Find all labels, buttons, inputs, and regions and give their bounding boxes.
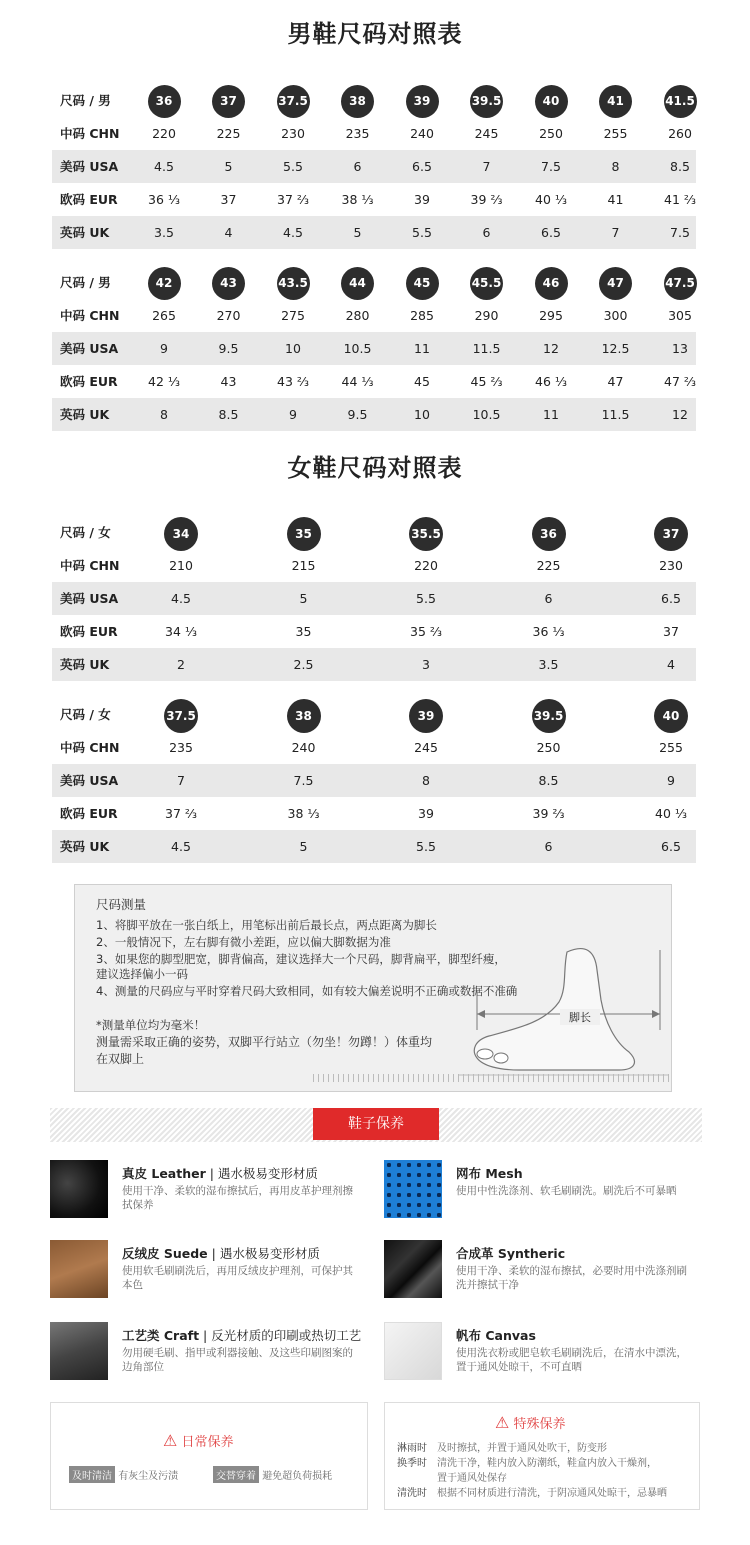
foot-length-label: 脚长 [560,1009,600,1025]
value-cell: 12.5 [601,341,630,356]
value-cell: 4 [667,657,675,672]
size-circle: 36 [532,517,566,551]
size-circle: 37.5 [164,699,198,733]
special-key: 清洗时 [397,1488,427,1499]
chn-row [52,117,696,150]
measure-line: 4、测量的尺码应与平时穿着尺码大致相同，如有较大偏差说明不正确或数据不准确 [96,984,518,998]
measure-line: 3、如果您的脚型肥宽，脚背偏高，建议选择大一个尺码，脚背扁平，脚型纤瘦， [96,952,506,966]
value-cell: 41 ⅔ [664,192,696,207]
value-cell: 34 ⅓ [165,624,197,639]
men-size-table-1 [52,84,696,249]
value-cell: 45 ⅔ [470,374,503,389]
size-cell [455,267,519,300]
value-cell: 5 [224,159,233,174]
size-cell [365,517,487,551]
value-cell: 5.5 [283,159,303,174]
special-care-row [397,1471,667,1486]
care-title: 鞋子保养 [313,1108,439,1140]
row-label: 尺码 / 女 [60,525,111,540]
measure-line: 1、将脚平放在一张白纸上，用笔标出前后最长点，两点距离为脚长 [96,918,437,932]
value-cell: 39 ⅔ [470,192,503,207]
size-circle: 35 [287,517,321,551]
material-craft [50,1322,370,1384]
material-leather [50,1160,370,1222]
size-cell [584,85,648,118]
size-circle: 40 [535,85,568,118]
value-cell: 225 [216,126,241,141]
eur-row [52,615,696,648]
value-cell: 47 ⅔ [664,374,696,389]
size-cell [390,267,454,300]
canvas-swatch-icon [384,1322,442,1380]
women-size-table-2 [52,698,696,863]
size-cell [519,85,583,118]
value-cell: 39 [414,192,430,207]
value-cell: 11.5 [472,341,501,356]
value-cell: 10 [285,341,301,356]
value-cell: 5.5 [416,839,436,854]
value-cell: 37 [663,624,679,639]
material-mesh [384,1160,704,1222]
row-label: 英码 UK [60,839,110,854]
leather-swatch-icon [50,1160,108,1218]
value-cell: 7.5 [541,159,561,174]
material-desc: 使用洗衣粉或肥皂软毛刷刷洗后，在清水中漂洗，置于通风处晾干，不可直晒 [456,1347,687,1373]
value-cell: 250 [536,740,561,755]
value-cell: 3.5 [538,657,559,672]
measure-note: *测量单位均为毫米！ [96,1018,206,1032]
material-synthetic [384,1240,704,1302]
material-name [456,1326,536,1344]
size-circle: 37 [212,85,245,118]
value-cell: 275 [281,308,305,323]
value-cell: 8.5 [538,773,559,788]
daily-care-heading [163,1431,234,1450]
value-cell: 36 ⅓ [148,192,180,207]
material-name [122,1326,361,1344]
value-cell: 9 [289,407,297,422]
ruler [313,1074,669,1082]
value-cell: 230 [281,126,305,141]
value-cell: 9 [667,773,675,788]
row-label: 中码 CHN [60,308,120,323]
value-cell: 300 [603,308,628,323]
value-cell: 8 [160,407,168,422]
size-cell [519,267,583,300]
value-cell: 38 ⅓ [341,192,374,207]
row-label: 英码 UK [60,407,110,422]
chn-row [52,731,696,764]
value-cell: 8 [611,159,620,174]
usa-row [52,150,696,183]
size-circle: 35.5 [409,517,443,551]
value-cell: 245 [474,126,499,141]
size-cell [120,699,242,733]
material-name [122,1244,320,1262]
eur-row [52,365,696,398]
value-cell: 43 ⅔ [277,374,309,389]
value-cell: 240 [410,126,434,141]
special-value: 清洗干净，鞋内放入防潮纸，鞋盒内放入干燥剂， [437,1458,657,1469]
value-cell: 295 [539,308,563,323]
value-cell: 9 [160,341,168,356]
warning-icon: ⚠ [163,1431,178,1450]
value-cell: 7 [611,225,620,240]
row-label: 美码 USA [60,341,119,356]
row-label: 欧码 EUR [60,192,118,207]
value-cell: 3.5 [154,225,174,240]
mesh-swatch-icon [384,1160,442,1218]
value-cell: 8 [422,773,430,788]
value-cell: 5.5 [416,591,436,606]
size-cell [120,517,242,551]
value-cell: 5 [299,839,308,854]
value-cell: 2.5 [293,657,314,672]
size-circle: 44 [341,267,374,300]
material-label: 帆布 Canvas [456,1328,536,1343]
value-cell: 7 [482,159,491,174]
daily-care-box [50,1402,368,1510]
value-cell: 235 [169,740,193,755]
value-cell: 13 [672,341,688,356]
value-cell: 260 [668,126,692,141]
special-care-row [397,1456,667,1471]
chn-row [52,299,696,332]
value-cell: 5 [353,225,362,240]
measurement-guide [74,884,672,1092]
special-value: 置于通风处保存 [437,1473,507,1484]
value-cell: 6.5 [661,591,681,606]
size-circle: 34 [164,517,198,551]
uk-row [52,648,696,681]
size-circle: 38 [341,85,374,118]
men-size-table-2 [52,266,696,431]
value-cell: 43 [220,374,237,389]
value-cell: 9.5 [218,341,239,356]
material-desc: 使用干净、柔软的湿布擦拭后，再用皮革护理剂擦拭保养 [122,1185,353,1211]
size-circle: 47 [599,267,632,300]
daily-tag: 交替穿着 [213,1466,259,1483]
value-cell: 290 [474,308,499,323]
foot-illustration [459,930,669,1080]
value-cell: 45 [414,374,430,389]
row-label: 尺码 / 女 [60,707,111,722]
row-label: 美码 USA [60,591,119,606]
value-cell: 35 ⅔ [410,624,442,639]
size-circle: 38 [287,699,321,733]
size-circle: 42 [148,267,181,300]
size-cell [197,267,261,300]
size-circle: 41 [599,85,632,118]
women-size-table-1 [52,516,696,681]
special-care-list [397,1441,667,1501]
value-cell: 5 [299,591,308,606]
special-care-box [384,1402,700,1510]
value-cell: 245 [414,740,438,755]
size-cell [243,517,365,551]
uk-row [52,398,696,431]
size-row [52,84,696,117]
warning-icon: ⚠ [495,1413,510,1432]
size-cell [197,85,261,118]
value-cell: 240 [291,740,316,755]
value-cell: 230 [659,558,683,573]
care-banner [50,1108,702,1142]
size-circle: 37.5 [277,85,310,118]
special-key: 换季时 [397,1458,427,1469]
size-cell [390,85,454,118]
value-cell: 305 [668,308,692,323]
material-desc: 使用软毛刷刷洗后，再用反绒皮护理剂，可保护其本色 [122,1265,353,1291]
value-cell: 10 [414,407,430,422]
row-label: 欧码 EUR [60,624,118,639]
suede-swatch-icon [50,1240,108,1298]
value-cell: 220 [414,558,438,573]
size-circle: 39.5 [470,85,503,118]
row-label: 美码 USA [60,159,119,174]
daily-care-item [69,1466,178,1483]
material-name [122,1164,318,1182]
size-circle: 39 [409,699,443,733]
material-desc: 使用中性洗涤剂、软毛刷刷洗。刷洗后不可暴晒 [456,1185,677,1197]
size-cell [488,517,610,551]
size-cell [261,85,325,118]
value-cell: 4.5 [171,591,191,606]
craft-swatch-icon [50,1322,108,1380]
size-cell [243,699,365,733]
row-label: 英码 UK [60,657,110,672]
value-cell: 8.5 [218,407,239,422]
measure-line: 建议选择偏小一码 [96,967,188,981]
value-cell: 37 ⅔ [165,806,197,821]
measure-title: 尺码测量 [96,897,147,912]
value-cell: 9.5 [347,407,368,422]
value-cell: 285 [410,308,434,323]
value-cell: 7 [177,773,185,788]
special-care-heading [495,1413,566,1432]
women-size-chart-title: 女鞋尺码对照表 [287,454,463,482]
material-label: 真皮 Leather [122,1166,206,1181]
value-cell: 255 [659,740,683,755]
value-cell: 6.5 [661,839,681,854]
daily-tag: 及时清洁 [69,1466,115,1483]
size-circle: 45.5 [470,267,503,300]
size-cell [326,85,390,118]
row-label: 欧码 EUR [60,806,118,821]
value-cell: 10.5 [343,341,372,356]
special-care-row [397,1441,667,1456]
special-care-title: 特殊保养 [513,1417,566,1432]
value-cell: 6 [353,159,362,174]
value-cell: 2 [177,657,185,672]
value-cell: 210 [169,558,193,573]
material-note: | 遇水极易变形材质 [211,1246,320,1261]
daily-care-title: 日常保养 [181,1435,234,1450]
material-name [456,1164,523,1182]
value-cell: 11 [414,341,430,356]
size-row [52,516,696,549]
size-cell [261,267,325,300]
material-note: | 反光材质的印刷或热切工艺 [203,1328,362,1343]
value-cell: 6 [482,225,491,240]
value-cell: 40 ⅓ [535,192,567,207]
material-label: 网布 Mesh [456,1166,523,1181]
special-value: 根据不同材质进行清洗，于阴凉通风处晾干，忌暴晒 [437,1488,667,1499]
value-cell: 39 [418,806,434,821]
value-cell: 6.5 [412,159,432,174]
eur-row [52,183,696,216]
value-cell: 4.5 [171,839,191,854]
value-cell: 41 [607,192,624,207]
size-cell [455,85,519,118]
row-label: 中码 CHN [60,740,120,755]
measure-note: 测量需采取正确的姿势，双脚平行站立（勿坐！勿蹲！）体重均 [96,1035,433,1049]
material-suede [50,1240,370,1302]
row-label: 英码 UK [60,225,110,240]
special-key: 淋雨时 [397,1443,427,1454]
value-cell: 7.5 [670,225,690,240]
material-name [456,1244,565,1262]
size-circle: 43 [212,267,245,300]
uk-row [52,830,696,863]
daily-care-item [213,1466,332,1483]
usa-row [52,332,696,365]
value-cell: 37 ⅔ [277,192,309,207]
usa-row [52,764,696,797]
material-canvas [384,1322,704,1384]
uk-row [52,216,696,249]
value-cell: 225 [536,558,561,573]
value-cell: 47 [607,374,624,389]
material-label: 反绒皮 Suede [122,1246,208,1261]
size-cell [132,85,196,118]
measure-note: 在双脚上 [96,1052,145,1066]
value-cell: 11.5 [601,407,630,422]
daily-text: 避免超负荷损耗 [262,1471,333,1482]
size-cell [648,85,712,118]
size-circle: 39 [406,85,439,118]
value-cell: 235 [345,126,370,141]
value-cell: 10.5 [472,407,501,422]
size-row [52,698,696,731]
size-circle: 37 [654,517,688,551]
row-label: 美码 USA [60,773,119,788]
value-cell: 5.5 [412,225,432,240]
daily-text: 有灰尘及污渍 [118,1471,179,1482]
row-label: 中码 CHN [60,558,120,573]
value-cell: 12 [672,407,688,422]
material-note: | 遇水极易变形材质 [209,1166,318,1181]
size-circle: 46 [535,267,568,300]
size-circle: 40 [654,699,688,733]
value-cell: 44 ⅓ [341,374,374,389]
value-cell: 215 [291,558,316,573]
value-cell: 3 [422,657,430,672]
value-cell: 6.5 [541,225,561,240]
value-cell: 280 [345,308,370,323]
value-cell: 4 [224,225,233,240]
size-circle: 41.5 [664,85,697,118]
size-cell [132,267,196,300]
eur-row [52,797,696,830]
value-cell: 6 [544,591,553,606]
value-cell: 12 [543,341,559,356]
value-cell: 4.5 [283,225,303,240]
special-value: 及时擦拭，并置于通风处吹干，防变形 [437,1443,607,1454]
size-circle: 47.5 [664,267,697,300]
value-cell: 11 [543,407,559,422]
material-desc: 勿用硬毛刷、指甲或利器接触、及这些印刷图案的边角部位 [122,1347,353,1373]
row-label: 尺码 / 男 [60,93,111,108]
material-desc: 使用干净、柔软的湿布擦拭，必要时用中洗涤剂刷洗并擦拭干净 [456,1265,687,1291]
value-cell: 220 [152,126,176,141]
size-row [52,266,696,299]
value-cell: 270 [216,308,241,323]
size-circle: 43.5 [277,267,310,300]
size-circle: 36 [148,85,181,118]
size-cell [584,267,648,300]
men-size-chart-title: 男鞋尺码对照表 [287,20,463,48]
value-cell: 35 [295,624,312,639]
value-cell: 39 ⅔ [532,806,565,821]
value-cell: 46 ⅓ [535,374,567,389]
size-cell [648,267,712,300]
value-cell: 40 ⅓ [655,806,687,821]
material-label: 合成革 Syntheric [456,1246,566,1261]
value-cell: 37 [220,192,237,207]
value-cell: 36 ⅓ [532,624,565,639]
size-cell [365,699,487,733]
value-cell: 38 ⅓ [287,806,320,821]
value-cell: 265 [152,308,176,323]
row-label: 尺码 / 男 [60,275,111,290]
value-cell: 7.5 [293,773,314,788]
value-cell: 6 [544,839,553,854]
value-cell: 42 ⅓ [148,374,180,389]
size-circle: 45 [406,267,439,300]
value-cell: 255 [603,126,628,141]
value-cell: 4.5 [154,159,174,174]
size-cell [610,699,732,733]
measure-line: 2、一般情况下，左右脚有微小差距，应以偏大脚数据为准 [96,935,391,949]
value-cell: 8.5 [670,159,690,174]
synthetic-swatch-icon [384,1240,442,1298]
special-care-row [397,1486,667,1501]
size-cell [326,267,390,300]
row-label: 欧码 EUR [60,374,118,389]
size-circle: 39.5 [532,699,566,733]
material-label: 工艺类 Craft [122,1328,200,1343]
size-cell [488,699,610,733]
usa-row [52,582,696,615]
chn-row [52,549,696,582]
size-cell [610,517,732,551]
row-label: 中码 CHN [60,126,120,141]
value-cell: 250 [539,126,563,141]
